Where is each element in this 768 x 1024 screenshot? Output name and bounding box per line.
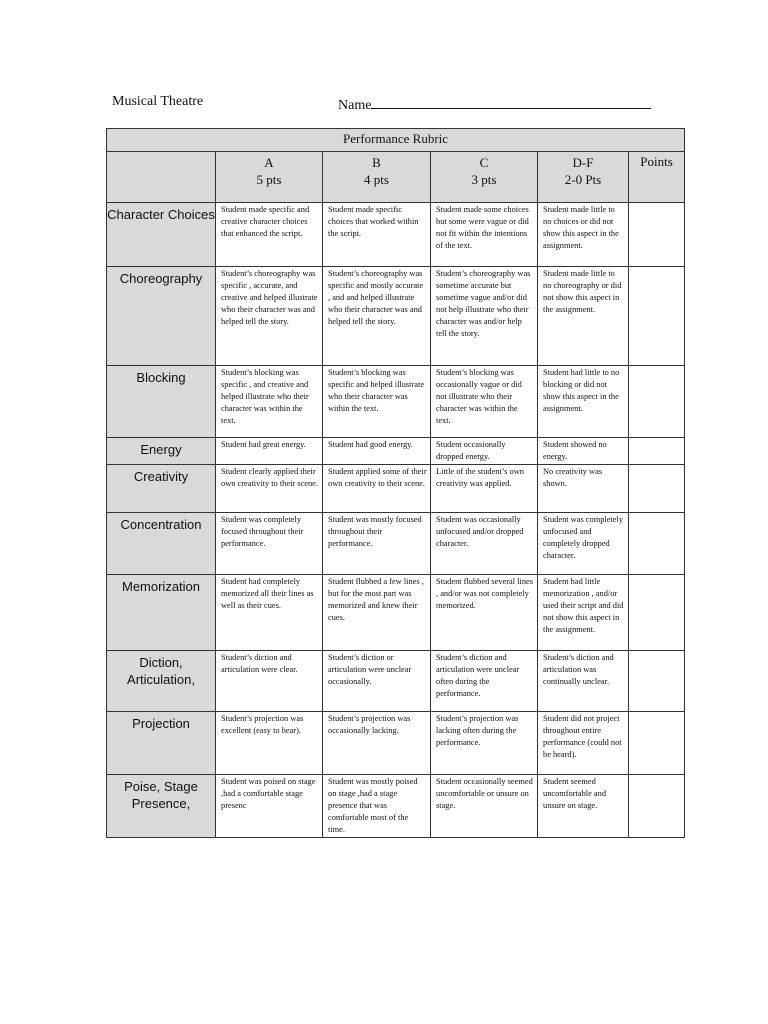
rubric-row xyxy=(107,465,685,513)
description-c: Student made some choices but some were vague or did not fit within the intentions of the text. xyxy=(431,203,538,267)
rubric-row xyxy=(107,575,685,651)
grade-letter: A xyxy=(264,155,274,170)
description-d-f: Student made little to no choices or did not show this aspect in the assignment. xyxy=(538,203,629,267)
description-c: Student occasionally dropped energy. xyxy=(431,438,538,465)
grade-letter: C xyxy=(479,155,489,170)
points-entry-cell[interactable] xyxy=(629,513,685,575)
description-d-f: No creativity was shown. xyxy=(538,465,629,513)
description-a: Student had completely memorized all their lines as well as their cues. xyxy=(216,575,323,651)
rubric-title: Performance Rubric xyxy=(107,129,685,152)
criterion-label: Creativity xyxy=(107,465,216,513)
criterion-label: Choreography xyxy=(107,267,216,366)
grade-header-d-f xyxy=(538,152,629,203)
name-label: Name xyxy=(338,98,372,113)
grade-letter: D-F xyxy=(572,155,594,170)
rubric-row xyxy=(107,651,685,712)
criterion-label: Memorization xyxy=(107,575,216,651)
rubric-row xyxy=(107,203,685,267)
description-a: Student was completely focused throughout their performance. xyxy=(216,513,323,575)
points-entry-cell[interactable] xyxy=(629,465,685,513)
description-b: Student’s choreography was specific and mostly accurate , and and helped illustrate who their character was and helped tell the story. xyxy=(323,267,431,366)
description-d-f: Student had little to no blocking or did not show this aspect in the assignment. xyxy=(538,366,629,438)
rubric-row xyxy=(107,267,685,366)
description-a: Student’s projection was excellent (easy to hear). xyxy=(216,712,323,775)
description-a: Student had great energy. xyxy=(216,438,323,465)
description-b: Student’s blocking was specific and helped illustrate who their character was within the text. xyxy=(323,366,431,438)
description-c: Student was occasionally unfocused and/or dropped character. xyxy=(431,513,538,575)
description-b: Student was mostly focused throughout their performance. xyxy=(323,513,431,575)
criterion-header-blank xyxy=(107,152,216,203)
criterion-label: Concentration xyxy=(107,513,216,575)
document-header xyxy=(112,94,672,114)
description-d-f: Student made little to no choreography or did not show this aspect in the assignment. xyxy=(538,267,629,366)
points-header: Points xyxy=(629,152,685,203)
description-a: Student clearly applied their own creativity to their scene. xyxy=(216,465,323,513)
criterion-label: Projection xyxy=(107,712,216,775)
points-entry-cell[interactable] xyxy=(629,203,685,267)
criterion-label: Character Choices xyxy=(107,203,216,267)
name-field[interactable] xyxy=(338,94,651,114)
grade-letter: B xyxy=(372,155,381,170)
grade-header-c xyxy=(431,152,538,203)
description-b: Student had good energy. xyxy=(323,438,431,465)
name-line[interactable] xyxy=(371,94,651,109)
course-title: Musical Theatre xyxy=(112,94,204,109)
grade-points: 3 pts xyxy=(471,172,497,187)
description-d-f: Student showed no energy. xyxy=(538,438,629,465)
description-c: Student occasionally seemed uncomfortable or unsure on stage. xyxy=(431,775,538,838)
points-entry-cell[interactable] xyxy=(629,366,685,438)
description-d-f: Student’s diction and articulation was continually unclear. xyxy=(538,651,629,712)
criterion-label: Energy xyxy=(107,438,216,465)
description-a: Student made specific and creative character choices that enhanced the script. xyxy=(216,203,323,267)
description-d-f: Student seemed uncomfortable and unsure on stage. xyxy=(538,775,629,838)
grade-header-row xyxy=(107,152,685,203)
rubric-row xyxy=(107,775,685,838)
description-d-f: Student had little memorization , and/or used their script and did not show this aspect in the assignment. xyxy=(538,575,629,651)
description-b: Student’s diction or articulation were unclear occasionally. xyxy=(323,651,431,712)
points-entry-cell[interactable] xyxy=(629,575,685,651)
points-entry-cell[interactable] xyxy=(629,438,685,465)
description-c: Student’s diction and articulation were unclear often during the performance. xyxy=(431,651,538,712)
performance-rubric-table xyxy=(106,128,685,838)
description-a: Student’s diction and articulation were clear. xyxy=(216,651,323,712)
description-b: Student’s projection was occasionally lacking. xyxy=(323,712,431,775)
criterion-label: Diction, Articulation, xyxy=(107,651,216,712)
description-b: Student applied some of their own creativity to their scene. xyxy=(323,465,431,513)
points-entry-cell[interactable] xyxy=(629,651,685,712)
grade-header-a xyxy=(216,152,323,203)
points-entry-cell[interactable] xyxy=(629,775,685,838)
grade-header-b xyxy=(323,152,431,203)
grade-points: 4 pts xyxy=(364,172,389,187)
rubric-title-row xyxy=(107,129,685,152)
rubric-row xyxy=(107,712,685,775)
description-c: Student’s choreography was sometime accurate but sometime vague and/or did not help illustrate who their character was and/or help tell the story. xyxy=(431,267,538,366)
description-b: Student was mostly poised on stage ,had a stage presence that was comfortable most of the time. xyxy=(323,775,431,838)
grade-points: 5 pts xyxy=(256,172,282,187)
description-b: Student flubbed a few lines , but for the most part was memorized and knew their cues. xyxy=(323,575,431,651)
rubric-row xyxy=(107,438,685,465)
description-d-f: Student did not project throughout entire performance (could not be heard). xyxy=(538,712,629,775)
description-a: Student’s blocking was specific , and creative and helped illustrate who their character was within the text. xyxy=(216,366,323,438)
description-b: Student made specific choices that worked within the script. xyxy=(323,203,431,267)
description-d-f: Student was completely unfocused and completely dropped character. xyxy=(538,513,629,575)
description-c: Student flubbed several lines , and/or was not completely memorized. xyxy=(431,575,538,651)
grade-points: 2-0 Pts xyxy=(564,172,602,187)
rubric-row xyxy=(107,366,685,438)
criterion-label: Blocking xyxy=(107,366,216,438)
description-c: Student’s projection was lacking often during the performance. xyxy=(431,712,538,775)
points-entry-cell[interactable] xyxy=(629,712,685,775)
criterion-label: Poise, Stage Presence, xyxy=(107,775,216,838)
description-c: Student’s blocking was occasionally vague or did not illustrate who their character was within the text. xyxy=(431,366,538,438)
description-a: Student was poised on stage ,had a comfortable stage presenc xyxy=(216,775,323,838)
description-c: Little of the student’s own creativity was applied. xyxy=(431,465,538,513)
rubric-row xyxy=(107,513,685,575)
description-a: Student’s choreography was specific , accurate, and creative and helped illustrate who their character was and helped tell the story. xyxy=(216,267,323,366)
points-entry-cell[interactable] xyxy=(629,267,685,366)
